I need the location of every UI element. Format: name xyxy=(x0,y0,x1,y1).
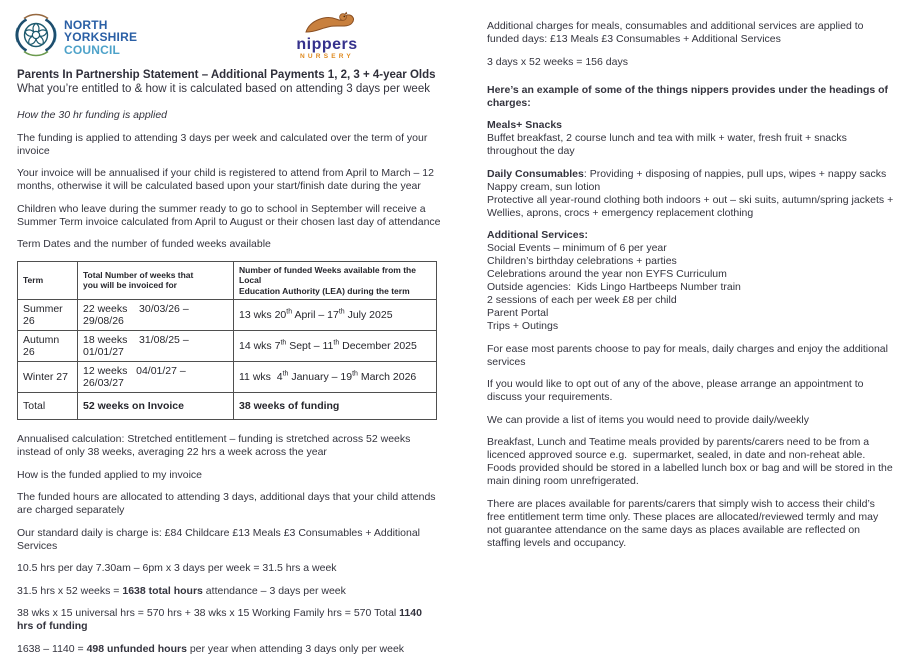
table-cell: 12 weeks 04/01/27 – 26/03/27 xyxy=(78,362,234,393)
table-row-winter xyxy=(18,362,437,393)
term-dates-table xyxy=(17,261,437,421)
paragraph-annualised-invoice: Your invoice will be annualised if your child is registered to attend from April to March – 12 months, otherwise it will be calculated based upon your start/finish date during the year xyxy=(17,167,434,192)
table-cell: Autumn 26 xyxy=(18,331,78,362)
table-cell: Winter 27 xyxy=(18,362,78,393)
paragraph-daily-consumables: Daily Consumables: Providing + disposing of nappies, pull ups, wipes + nappy sacks Nappy cream, sun lotion Protective all year-round clothing both indoors + out – ski suits, autumn/spring jackets + Wellies, aprons, crocs + emergency replacement clothing xyxy=(487,167,894,219)
paragraph-meals-snacks: Meals+ Snacks Buffet breakfast, 2 course lunch and tea with milk + water, fresh fruit + snacks throughout the day xyxy=(487,119,847,157)
paragraph-for-ease: For ease most parents choose to pay for meals, daily charges and enjoy the additional services xyxy=(487,342,888,368)
paragraph-funding-hours: 38 wks x 15 universal hrs = 570 hrs + 38 wks x 15 Working Family hrs = 570 Total 1140 hrs of funding xyxy=(17,607,422,632)
table-cell: 52 weeks on Invoice xyxy=(78,393,234,420)
paragraph-funding-applied: The funding is applied to attending 3 days per week and calculated over the term of your invoice xyxy=(17,131,428,157)
table-cell: 14 wks 7th Sept – 11th December 2025 xyxy=(234,331,437,362)
paragraph-unfunded-hours: 1638 – 1140 = 498 unfunded hours per year when attending 3 days only per week xyxy=(17,642,405,655)
paragraph-additional-services: Additional Services: Social Events – minimum of 6 per year Children’s birthday celebrations + parties Celebrations around the year non EYFS Curriculum Outside agencies: Kids Lingo Hartbeeps Number train 2 sessions of each per week £8 per child Parent Portal Trips + Outings xyxy=(487,229,741,332)
document-subtitle: What you’re entitled to & how it is calculated based on attending 3 days per week xyxy=(17,83,430,95)
paragraph-term-time-places: There are places available for parents/carers that simply wish to access their child’s free entitlement term time only. These places are allocated/reviewed termly and may not guarantee attendance on the same days as places available are reflected on staffing levels and occupancy. xyxy=(487,497,879,549)
council-name-line3: COUNCIL xyxy=(64,42,121,57)
paragraph-days-calculation: 3 days x 52 weeks = 156 days xyxy=(487,55,628,68)
paragraph-total-hours: 31.5 hrs x 52 weeks = 1638 total hours attendance – 3 days per week xyxy=(17,584,346,597)
document-title: Parents In Partnership Statement – Additional Payments 1, 2, 3 + 4-year Olds xyxy=(17,69,436,81)
paragraph-standard-daily-charge: Our standard daily is charge is: £84 Childcare £13 Meals £3 Consumables + Additional Services xyxy=(17,526,421,552)
paragraph-additional-charges: Additional charges for meals, consumables and additional services are applied to funded days: £13 Meals £3 Consumables + Additional Services xyxy=(487,20,864,45)
council-name-line1: NORTH xyxy=(64,17,108,32)
table-header-invoiced-weeks: Total Number of weeks that you will be invoiced for xyxy=(78,261,234,300)
paragraph-how-funded-heading: How is the funded applied to my invoice xyxy=(17,468,203,481)
paragraph-provide-list: We can provide a list of items you would need to provide daily/weekly xyxy=(487,413,809,426)
table-header-row xyxy=(18,261,437,300)
paragraph-example-heading: Here’s an example of some of the things nippers provides under the headings of charges: xyxy=(487,83,889,109)
table-cell: 38 weeks of funding xyxy=(234,393,437,420)
paragraph-annualised-calculation: Annualised calculation: Stretched entitlement – funding is stretched across 52 weeks instead of only 38 weeks, averaging 22 hrs a week across the year xyxy=(17,433,411,458)
nursery-subtitle: NURSERY xyxy=(300,53,354,60)
paragraph-funding-applied-heading: How the 30 hr funding is applied xyxy=(17,109,168,121)
table-cell: 11 wks 4th January – 19th March 2026 xyxy=(234,362,437,393)
nursery-name: nippers xyxy=(296,36,358,53)
table-cell: Total xyxy=(18,393,78,420)
paragraph-term-dates-heading: Term Dates and the number of funded weeks available xyxy=(17,238,271,250)
paragraph-funded-hours: The funded hours are allocated to attending 3 days, additional days that your child attends are charged separately xyxy=(17,491,436,516)
table-cell: 13 wks 20th April – 17th July 2025 xyxy=(234,300,437,331)
table-cell: Summer 26 xyxy=(18,300,78,331)
document-header xyxy=(17,10,441,64)
paragraph-hours-per-day: 10.5 hrs per day 7.30am – 6pm x 3 days per week = 31.5 hrs a week xyxy=(17,562,337,574)
table-row-autumn xyxy=(18,331,437,362)
nursery-logo xyxy=(271,10,383,60)
council-logo xyxy=(13,12,137,63)
table-header-term: Term xyxy=(18,261,78,300)
table-header-funded-weeks: Number of funded Weeks available from the Local Education Authority (LEA) during the term xyxy=(234,261,437,300)
paragraph-opt-out: If you would like to opt out of any of the above, please arrange an appointment to discuss your requirements. xyxy=(487,378,864,403)
left-column xyxy=(17,10,441,665)
council-name-line2: YORKSHIRE xyxy=(64,30,138,45)
table-row-summer xyxy=(18,300,437,331)
council-logo-text xyxy=(64,19,137,57)
table-row-total xyxy=(18,393,437,420)
right-column xyxy=(487,12,895,559)
paragraph-summer-leavers: Children who leave during the summer ready to go to school in September will receive a Summer Term invoice calculated from April to August or their chosen last day of attendance xyxy=(17,202,441,228)
council-rose-icon xyxy=(13,12,59,63)
table-cell: 18 weeks 31/08/25 – 01/01/27 xyxy=(78,331,234,362)
paragraph-parent-provided-meals: Breakfast, Lunch and Teatime meals provided by parents/carers need to be from a licenced approved source e.g. supermarket, sealed, in date and non-reheat able. Foods provided should be stored in a labelled lunch box or bag and will be stored in the main dining room unrefrigerated. xyxy=(487,436,893,487)
table-cell: 22 weeks 30/03/26 – 29/08/26 xyxy=(78,300,234,331)
